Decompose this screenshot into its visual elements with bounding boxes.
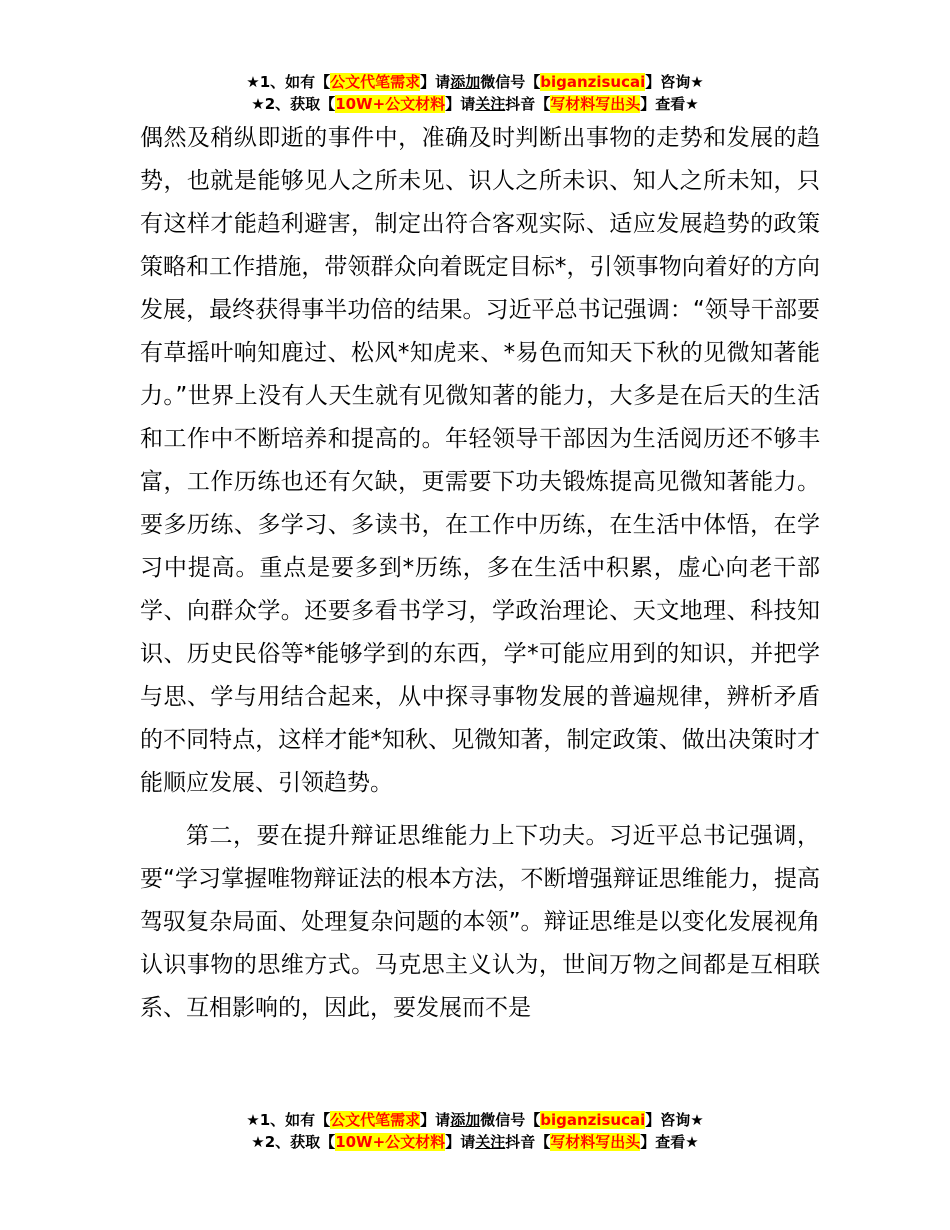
document-body bbox=[140, 117, 820, 1030]
header-line-2-douyin-label: 抖音【 bbox=[505, 95, 551, 113]
footer-line-2-text: 】请 bbox=[445, 1133, 476, 1151]
header-highlight-ghostwriting: 公文代笔需求 bbox=[330, 73, 421, 91]
footer-underline-follow: 关注 bbox=[475, 1133, 506, 1151]
header-highlight-materials: 10W+公文材料 bbox=[335, 95, 446, 113]
footer-line-1-suffix: 】咨询★ bbox=[645, 1111, 704, 1129]
header-line-2-prefix: ★2、获取【 bbox=[251, 95, 336, 113]
paragraph-continuation: 偶然及稍纵即逝的事件中，准确及时判断出事物的走势和发展的趋势，也就是能够见人之所未见、识人之所未识、知人之所未知，只有这样才能趋利避害，制定出符合客观实际、适应发展趋势的政策策略和工作措施，带领群众向着既定目标*，引领事物向着好的方向发展，最终获得事半功倍的结果。习近平总书记强调：“领导干部要有草摇叶响知鹿过、松风*知虎来、*易色而知天下秋的见微知著能力。”世界上没有人天生就有见微知著的能力，大多是在后天的生活和工作中不断培养和提高的。年轻领导干部因为生活阅历还不够丰富，工作历练也还有欠缺，更需要下功夫锻炼提高见微知著能力。要多历练、多学习、多读书，在工作中历练，在生活中体悟，在学习中提高。重点是要多到*历练，多在生活中积累，虚心向老干部学、向群众学。还要多看书学习，学政治理论、天文地理、科技知识、历史民俗等*能够学到的东西，学*可能应用到的知识，并把学与思、学与用结合起来，从中探寻事物发展的普遍规律，辨析矛盾的不同特点，这样才能*知秋、见微知著，制定政策、做出决策时才能顺应发展、引领趋势。 bbox=[140, 125, 820, 796]
header-line-2-suffix: 】查看★ bbox=[640, 95, 699, 113]
header-line-1-suffix: 】咨询★ bbox=[645, 73, 704, 91]
header-line-1-prefix: ★1、如有【 bbox=[246, 73, 331, 91]
footer-line-2 bbox=[0, 1131, 950, 1153]
header-line-1 bbox=[0, 71, 950, 93]
header-underline-follow: 关注 bbox=[475, 95, 506, 113]
header-line-1-wechat-label: 微信号【 bbox=[480, 73, 541, 91]
paragraph-second-point: 第二，要在提升辩证思维能力上下功夫。习近平总书记强调，要“学习掌握唯物辩证法的根本方法，不断增强辩证思维能力，提高驾驭复杂局面、处理复杂问题的本领”。辩证思维是以变化发展视角认识事物的思维方式。马克思主义认为，世间万物之间都是互相联系、互相影响的，因此，要发展而不是 bbox=[140, 823, 820, 1021]
footer-line-1 bbox=[0, 1109, 950, 1131]
header-underline-add: 添加 bbox=[450, 73, 481, 91]
footer-highlight-materials: 10W+公文材料 bbox=[335, 1133, 446, 1151]
header-line-2 bbox=[0, 93, 950, 115]
header-banner bbox=[0, 71, 950, 115]
header-highlight-douyin-account: 写材料写出头 bbox=[550, 95, 641, 113]
footer-line-1-text: 】请 bbox=[420, 1111, 451, 1129]
footer-line-1-prefix: ★1、如有【 bbox=[246, 1111, 331, 1129]
footer-line-2-douyin-label: 抖音【 bbox=[505, 1133, 551, 1151]
footer-highlight-ghostwriting: 公文代笔需求 bbox=[330, 1111, 421, 1129]
footer-highlight-wechat-id: biganzisucai bbox=[540, 1111, 646, 1129]
footer-underline-add: 添加 bbox=[450, 1111, 481, 1129]
header-highlight-wechat-id: biganzisucai bbox=[540, 73, 646, 91]
header-line-1-text: 】请 bbox=[420, 73, 451, 91]
footer-highlight-douyin-account: 写材料写出头 bbox=[550, 1133, 641, 1151]
footer-line-2-suffix: 】查看★ bbox=[640, 1133, 699, 1151]
footer-line-2-prefix: ★2、获取【 bbox=[251, 1133, 336, 1151]
footer-line-1-wechat-label: 微信号【 bbox=[480, 1111, 541, 1129]
header-line-2-text: 】请 bbox=[445, 95, 476, 113]
footer-banner bbox=[0, 1109, 950, 1153]
